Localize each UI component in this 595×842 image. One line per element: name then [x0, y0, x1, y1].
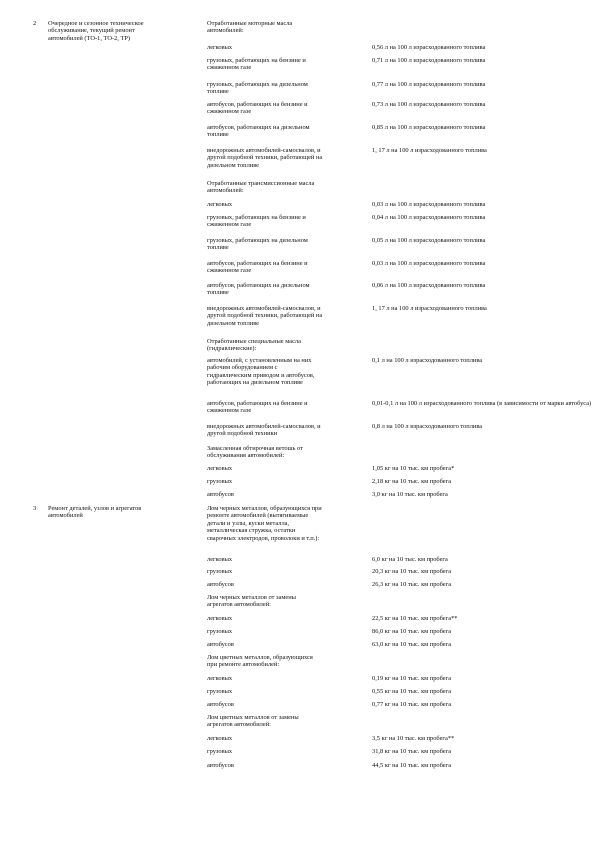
- item-label: грузовых: [207, 628, 233, 635]
- item-label: автобусов, работающих на бензине и сжиженном газе: [207, 400, 308, 415]
- item-label: легковых: [207, 465, 233, 472]
- group-heading: Отработанные моторные масла автомобилей:: [207, 20, 293, 35]
- item-value: 0,1 л на 100 л израсходованного топлива: [372, 357, 483, 364]
- item-value: 0,03 л на 100 л израсходованного топлива: [372, 260, 486, 267]
- item-value: 0,85 л на 100 л израсходованного топлива: [372, 124, 486, 131]
- item-value: 3,0 кг на 10 тыс. км пробега: [372, 491, 448, 498]
- item-value: 26,3 кг на 10 тыс. км пробега: [372, 581, 452, 588]
- item-value: 0,55 кг на 10 тыс. км пробега: [372, 688, 452, 695]
- item-label: легковых: [207, 735, 233, 742]
- item-label: внедорожных автомобилей-самосвалов, и другой подобной техники, работающей на дизельном топливе: [207, 305, 323, 327]
- item-label: автобусов: [207, 701, 234, 708]
- item-label: грузовых: [207, 688, 233, 695]
- item-label: легковых: [207, 44, 233, 51]
- item-label: автобусов: [207, 581, 234, 588]
- item-label: грузовых, работающих на бензине и сжиженном газе: [207, 214, 306, 229]
- item-value: 1, 17 л на 100 л израсходованного топлива: [372, 147, 487, 154]
- item-label: грузовых, работающих на дизельном топливе: [207, 237, 308, 252]
- item-value: 0,04 л на 100 л израсходованного топлива: [372, 214, 486, 221]
- item-value: 6,0 кг на 10 тыс. км пробега: [372, 556, 448, 563]
- item-value: 0,71 л на 100 л израсходованного топлива: [372, 57, 486, 64]
- section-number: 3: [33, 505, 37, 512]
- group-heading: Лом цветных металлов от замены агрегатов автомобилей:: [207, 714, 299, 729]
- item-label: грузовых, работающих на бензине и сжиженном газе: [207, 57, 306, 72]
- section-title: Очередное и сезонное техническое обслуживание, текущий ремонт автомобилей (ТО-1, ТО-2, ТР): [48, 20, 144, 42]
- item-value: 0,77 кг на 10 тыс. км пробега: [372, 701, 452, 708]
- item-value: 1, 17 л на 100 л израсходованного топлива: [372, 305, 487, 312]
- group-heading: Лом черных металлов, образующихся при ремонте автомобилей (вытягиваемые детали и узлы, куски металла, металлическая стружка, остатки сварочных электродов, проволоки и т.п.):: [207, 505, 322, 542]
- item-label: автобусов, работающих на дизельном топливе: [207, 282, 310, 297]
- item-value: 0,05 л на 100 л израсходованного топлива: [372, 237, 486, 244]
- item-label: легковых: [207, 556, 233, 563]
- item-value: 0,73 л на 100 л израсходованного топлива: [372, 101, 486, 108]
- item-label: легковых: [207, 201, 233, 208]
- group-heading: Лом черных металлов от замены агрегатов автомобилей:: [207, 594, 296, 609]
- item-value: 0,77 л на 100 л израсходованного топлива: [372, 81, 486, 88]
- item-value: 86,0 кг на 10 тыс. км пробега: [372, 628, 452, 635]
- item-value: 31,8 кг на 10 тыс. км пробега: [372, 748, 452, 755]
- item-label: легковых: [207, 615, 233, 622]
- item-value: 0,01-0,1 л на 100 л израсходованного топлива (в зависимости от марки автобуса): [372, 400, 592, 407]
- item-label: автобусов: [207, 762, 234, 769]
- item-value: 0,8 л на 100 л израсходованного топлива: [372, 423, 483, 430]
- item-value: 22,5 кг на 10 тыс. км пробега**: [372, 615, 458, 622]
- item-label: внедорожных автомобилей-самосвалов, и другой подобной техники, работающей на дизельном топливе: [207, 147, 323, 169]
- item-label: автомобилей, с установленным на них рабочим оборудованием с гидравлическим приводом и автобусов, работающих на дизельном топливе: [207, 357, 315, 387]
- group-heading: Отработанные трансмиссионные масла автомобилей:: [207, 180, 315, 195]
- item-value: 63,0 кг на 10 тыс. км пробега: [372, 641, 452, 648]
- item-value: 3,5 кг на 10 тыс. км пробега**: [372, 735, 455, 742]
- item-label: грузовых, работающих на дизельном топливе: [207, 81, 308, 96]
- item-value: 2,18 кг на 10 тыс. км пробега: [372, 478, 452, 485]
- group-heading: Отработанные специальные масла (гидравлические):: [207, 338, 301, 353]
- item-value: 0,03 л на 100 л израсходованного топлива: [372, 201, 486, 208]
- item-label: грузовых: [207, 478, 233, 485]
- item-value: 20,3 кг на 10 тыс. км пробега: [372, 568, 452, 575]
- item-label: автобусов, работающих на дизельном топливе: [207, 124, 310, 139]
- item-value: 0,19 кг на 10 тыс. км пробега: [372, 675, 452, 682]
- group-heading: Лом цветных металлов, образующихся при ремонте автомобилей:: [207, 654, 313, 669]
- section-title: Ремонт деталей, узлов и агрегатов автомобилей: [48, 505, 142, 520]
- section-number: 2: [33, 20, 37, 27]
- item-label: внедорожных автомобилей-самосвалов, и другой подобной техники: [207, 423, 321, 438]
- item-value: 1,05 кг на 10 тыс. км пробега*: [372, 465, 455, 472]
- item-value: 0,56 л на 100 л израсходованного топлива: [372, 44, 486, 51]
- item-label: автобусов: [207, 641, 234, 648]
- item-label: легковых: [207, 675, 233, 682]
- item-value: 44,5 кг на 10 тыс. км пробега: [372, 762, 452, 769]
- item-label: грузовых: [207, 568, 233, 575]
- item-value: 0,06 л на 100 л израсходованного топлива: [372, 282, 486, 289]
- group-heading: Замасленная обтирочная ветошь от обслуживания автомобилей:: [207, 445, 303, 460]
- item-label: автобусов, работающих на бензине и сжиженном газе: [207, 260, 308, 275]
- item-label: автобусов: [207, 491, 234, 498]
- item-label: автобусов, работающих на бензине и сжиженном газе: [207, 101, 308, 116]
- item-label: грузовых: [207, 748, 233, 755]
